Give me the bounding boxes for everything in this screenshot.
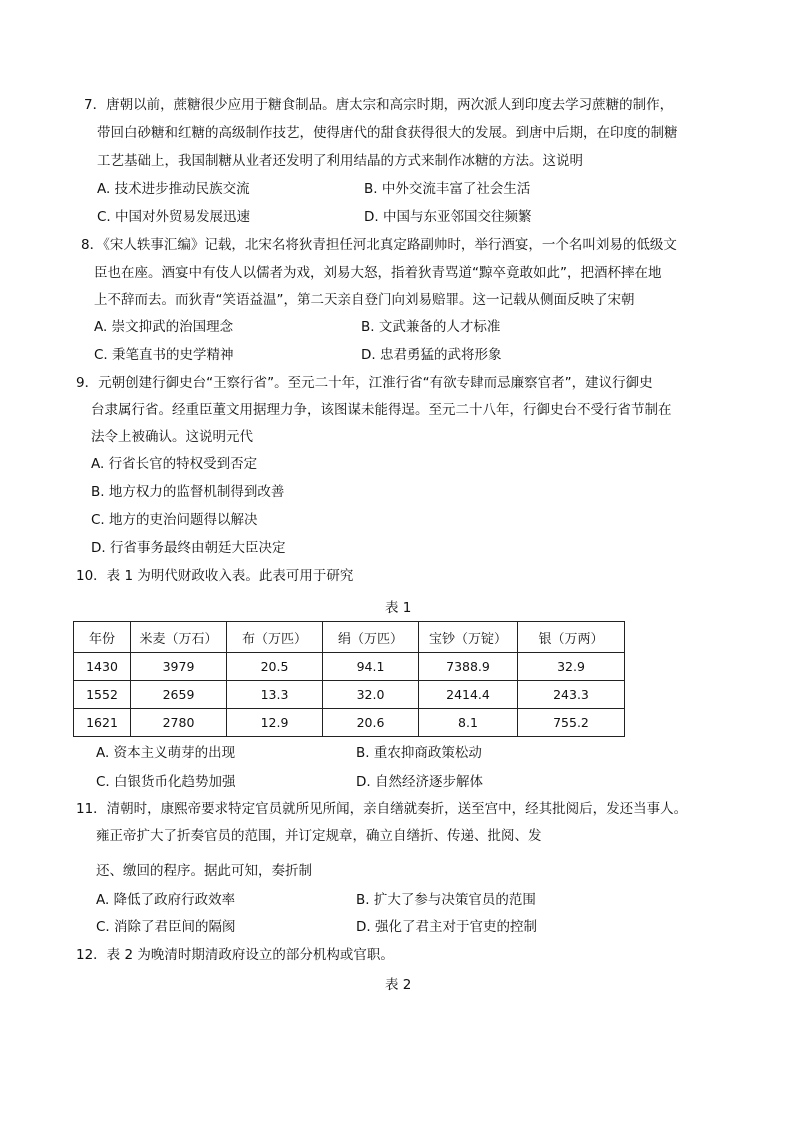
table-row [74, 709, 625, 737]
cell-paper-money: 7388.9 [419, 653, 518, 681]
cell-paper-money: 2414.4 [419, 681, 518, 709]
header-silk: 绢（万匹） [323, 622, 419, 653]
q9-stem-line-1: 9．元朝创建行御史台“王察行省”。至元二十年，江淮行省“有欲专肆而忌廉察官者”，建议行御史 [76, 375, 653, 391]
q7-option-c: C. 中国对外贸易发展迅速 [97, 209, 251, 225]
q9-option-b: B. 地方权力的监督机制得到改善 [91, 484, 285, 500]
q10-stem: 10．表 1 为明代财政收入表。此表可用于研究 [76, 568, 354, 584]
q11-stem-line-2: 雍正帝扩大了折奏官员的范围，并订定规章，确立自缮折、传递、批阅、发 [96, 828, 542, 844]
cell-cloth: 13.3 [227, 681, 323, 709]
table-1-caption: 表 1 [385, 600, 412, 616]
q9-option-c: C. 地方的吏治问题得以解决 [91, 512, 258, 528]
cell-grain: 2780 [131, 709, 227, 737]
q8-option-b: B. 文武兼备的人才标准 [361, 319, 501, 335]
q8-stem-line-2: 臣也在座。酒宴中有伎人以儒者为戏，刘易大怒，指着狄青骂道“黥卒竟敢如此”，把酒杯摔在地 [94, 265, 662, 281]
header-grain: 米麦（万石） [131, 622, 227, 653]
cell-cloth: 20.5 [227, 653, 323, 681]
q11-option-c: C. 消除了君臣间的隔阂 [96, 919, 236, 935]
table-row [74, 653, 625, 681]
cell-year: 1621 [74, 709, 131, 737]
header-paper-money: 宝钞（万锭） [419, 622, 518, 653]
table-2-caption: 表 2 [385, 977, 412, 993]
header-year: 年份 [74, 622, 131, 653]
q9-stem-line-3: 法令上被确认。这说明元代 [91, 429, 253, 445]
q10-option-a: A. 资本主义萌芽的出现 [96, 745, 236, 761]
q9-option-a: A. 行省长官的特权受到否定 [91, 456, 258, 472]
fiscal-revenue-table [73, 621, 625, 737]
q10-option-c: C. 白银货币化趋势加强 [96, 774, 236, 790]
q8-stem-line-3: 上不辞而去。而狄青“笑语益温”，第二天亲自登门向刘易赔罪。这一记载从侧面反映了宋朝 [94, 292, 635, 308]
q7-stem-line-3: 工艺基础上，我国制糖从业者还发明了利用结晶的方式来制作冰糖的方法。这说明 [97, 153, 583, 169]
cell-silk: 20.6 [323, 709, 419, 737]
q9-stem-line-2: 台隶属行省。经重臣董文用据理力争，该图谋未能得逞。至元二十八年，行御史台不受行省节制在 [91, 402, 672, 418]
cell-silver: 32.9 [518, 653, 625, 681]
table-header-row [74, 622, 625, 653]
q11-option-b: B. 扩大了参与决策官员的范围 [356, 892, 536, 908]
q7-option-d: D. 中国与东亚邻国交往频繁 [364, 209, 532, 225]
q11-stem-line-3: 还、缴回的程序。据此可知，奏折制 [96, 863, 312, 879]
q9-option-d: D. 行省事务最终由朝廷大臣决定 [91, 540, 286, 556]
q10-option-b: B. 重农抑商政策松动 [356, 745, 482, 761]
cell-year: 1552 [74, 681, 131, 709]
cell-silk: 32.0 [323, 681, 419, 709]
cell-grain: 3979 [131, 653, 227, 681]
header-cloth: 布（万匹） [227, 622, 323, 653]
header-silver: 银（万两） [518, 622, 625, 653]
cell-silk: 94.1 [323, 653, 419, 681]
q12-stem: 12．表 2 为晚清时期清政府设立的部分机构或官职。 [76, 947, 394, 963]
q8-option-a: A. 崇文抑武的治国理念 [94, 319, 234, 335]
q11-option-d: D. 强化了君主对于官吏的控制 [356, 919, 537, 935]
cell-year: 1430 [74, 653, 131, 681]
cell-grain: 2659 [131, 681, 227, 709]
cell-silver: 243.3 [518, 681, 625, 709]
q7-option-b: B. 中外交流丰富了社会生活 [364, 181, 531, 197]
q7-stem-line-1: 7．唐朝以前，蔗糖很少应用于糖食制品。唐太宗和高宗时期，两次派人到印度去学习蔗糖的制作， [84, 97, 674, 113]
table-row [74, 681, 625, 709]
q10-option-d: D. 自然经济逐步解体 [356, 774, 483, 790]
q8-option-d: D. 忠君勇猛的武将形象 [361, 347, 502, 363]
q7-stem-line-2: 带回白砂糖和红糖的高级制作技艺，使得唐代的甜食获得很大的发展。到唐中后期，在印度的制糖 [97, 125, 678, 141]
q8-stem-line-1: 8．《宋人轶事汇编》记载，北宋名将狄青担任河北真定路副帅时，举行酒宴，一个名叫刘易的低级文 [81, 237, 677, 253]
cell-silver: 755.2 [518, 709, 625, 737]
cell-paper-money: 8.1 [419, 709, 518, 737]
q7-option-a: A. 技术进步推动民族交流 [97, 181, 250, 197]
q11-stem-line-1: 11．清朝时，康熙帝要求特定官员就所见所闻，亲自缮就奏折，送至宫中，经其批阅后，发还当事人。 [76, 801, 688, 817]
q8-option-c: C. 秉笔直书的史学精神 [94, 347, 234, 363]
cell-cloth: 12.9 [227, 709, 323, 737]
q11-option-a: A. 降低了政府行政效率 [96, 892, 236, 908]
